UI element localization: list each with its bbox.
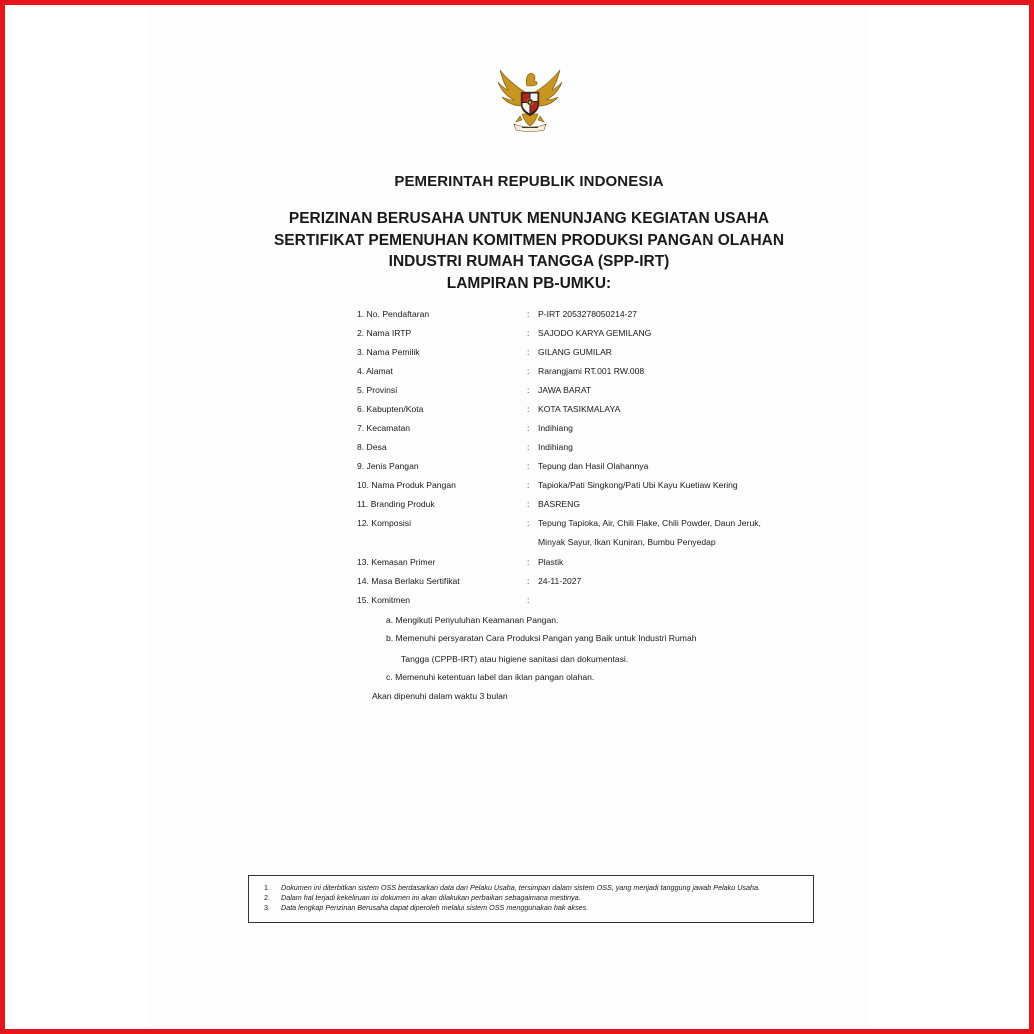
field-label: 10. Nama Produk Pangan bbox=[357, 480, 456, 490]
field-value: 24-11-2027 bbox=[538, 576, 582, 586]
commitment-c: c. Memenuhi ketentuan label dan iklan pangan olahan. bbox=[386, 672, 595, 682]
field-label: 15. Komitmen bbox=[357, 595, 411, 605]
colon-separator: : bbox=[527, 461, 530, 471]
footnote-number: 2. bbox=[264, 893, 270, 902]
footnote-1 bbox=[264, 883, 813, 893]
field-value: SAJODO KARYA GEMILANG bbox=[538, 328, 652, 338]
field-value: JAWA BARAT bbox=[538, 385, 592, 395]
colon-separator: : bbox=[527, 404, 530, 414]
colon-separator: : bbox=[527, 576, 530, 586]
footnote-number: 1. bbox=[264, 883, 270, 892]
footnote-2 bbox=[264, 893, 813, 903]
commitment-b-continued: Tangga (CPPB-IRT) atau higiene sanitasi dan dokumentasi. bbox=[401, 654, 629, 664]
field-label: 12. Komposisi bbox=[357, 518, 411, 528]
field-value: Indihiang bbox=[538, 423, 573, 433]
title-line-2: SERTIFIKAT PEMENUHAN KOMITMEN PRODUKSI PANGAN OLAHAN bbox=[273, 231, 785, 249]
field-label: 13. Kemasan Primer bbox=[357, 557, 436, 567]
government-title: PEMERINTAH REPUBLIK INDONESIA bbox=[394, 173, 664, 190]
garuda-emblem-icon bbox=[494, 64, 566, 132]
colon-separator: : bbox=[527, 385, 530, 395]
field-value: BASRENG bbox=[538, 499, 581, 509]
field-value: Plastik bbox=[538, 557, 564, 567]
field-label: 14. Masa Berlaku Sertifikat bbox=[357, 576, 460, 586]
field-value: KOTA TASIKMALAYA bbox=[538, 404, 621, 414]
colon-separator: : bbox=[527, 557, 530, 567]
commitment-b: b. Memenuhi persyaratan Cara Produksi Pangan yang Baik untuk Industri Rumah bbox=[386, 633, 697, 643]
field-label: 4. Alamat bbox=[357, 366, 393, 376]
commitment-deadline: Akan dipenuhi dalam waktu 3 bulan bbox=[372, 691, 508, 701]
colon-separator: : bbox=[527, 309, 530, 319]
field-label: 9. Jenis Pangan bbox=[357, 461, 419, 471]
field-value: Indihiang bbox=[538, 442, 573, 452]
field-value: Tepung dan Hasil Olahannya bbox=[538, 461, 649, 471]
title-line-3: INDUSTRI RUMAH TANGGA (SPP-IRT) bbox=[388, 253, 670, 270]
field-value: Tapioka/Pati Singkong/Pati Ubi Kayu Kuetiaw Kering bbox=[538, 480, 738, 490]
document-page bbox=[150, 8, 870, 1026]
colon-separator: : bbox=[527, 518, 530, 528]
field-value-continued: Minyak Sayur, Ikan Kuniran, Bumbu Penyedap bbox=[538, 537, 716, 547]
colon-separator: : bbox=[527, 480, 530, 490]
title-line-1: PERIZINAN BERUSAHA UNTUK MENUNJANG KEGIATAN USAHA bbox=[288, 210, 770, 227]
commitment-a: a. Mengikuti Penyuluhan Keamanan Pangan. bbox=[386, 615, 559, 625]
field-label: 6. Kabupten/Kota bbox=[357, 404, 424, 414]
colon-separator: : bbox=[527, 499, 530, 509]
field-value: GILANG GUMILAR bbox=[538, 347, 613, 357]
field-value: P-IRT 2053278050214-27 bbox=[538, 309, 638, 319]
field-label: 7. Kecamatan bbox=[357, 423, 411, 433]
certificate-title-block bbox=[0, 208, 1034, 294]
field-label: 3. Nama Pemilik bbox=[357, 347, 420, 357]
footnote-text: Dokumen ini diterbitkan sistem OSS berdasarkan data dari Pelaku Usaha, tersimpan dalam sistem OSS, yang menjadi tanggung jawab Pelaku Usaha. bbox=[281, 883, 761, 892]
field-value: Tepung Tapioka, Air, Chili Flake, Chili Powder, Daun Jeruk, bbox=[538, 518, 761, 528]
colon-separator: : bbox=[527, 366, 530, 376]
footnote-3 bbox=[264, 903, 813, 913]
field-label: 1. No. Pendaftaran bbox=[357, 309, 430, 319]
field-label: 8. Desa bbox=[357, 442, 387, 452]
colon-separator: : bbox=[527, 347, 530, 357]
footnotes-box bbox=[248, 875, 814, 923]
footnote-number: 3. bbox=[264, 903, 270, 912]
footnote-text: Data lengkap Perizinan Berusaha dapat diperoleh melalui sistem OSS menggunakan hak akses. bbox=[281, 903, 589, 912]
colon-separator: : bbox=[527, 442, 530, 452]
footnote-text: Dalam hal terjadi kekeliruan isi dokumen ini akan dilakukan perbaikan sebagaimana mestinya. bbox=[281, 893, 581, 902]
field-value: Rarangjami RT.001 RW.008 bbox=[538, 366, 645, 376]
colon-separator: : bbox=[527, 595, 530, 605]
field-label: 11. Branding Produk bbox=[357, 499, 435, 509]
field-label: 2. Nama IRTP bbox=[357, 328, 412, 338]
colon-separator: : bbox=[527, 423, 530, 433]
field-label: 5. Provinsi bbox=[357, 385, 398, 395]
title-line-4: LAMPIRAN PB-UMKU: bbox=[446, 274, 612, 292]
colon-separator: : bbox=[527, 328, 530, 338]
